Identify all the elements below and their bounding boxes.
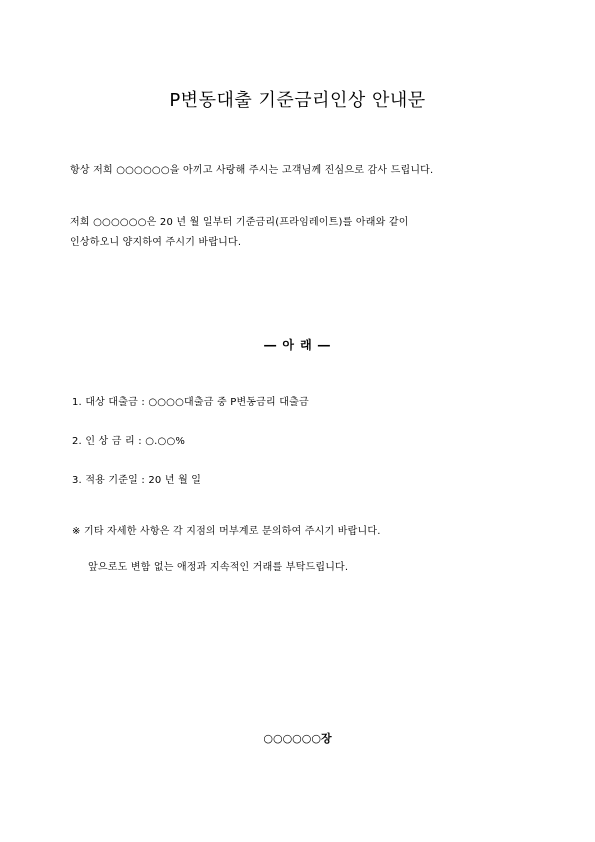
list-item-rate-increase: 2. 인 상 금 리 : ○.○○% bbox=[72, 436, 186, 447]
notice-paragraph-line-2: 인상하오니 양지하여 주시기 바랍니다. bbox=[70, 237, 242, 248]
signature: ○○○○○○장 bbox=[263, 732, 332, 745]
greeting-paragraph: 항상 저희 ○○○○○○을 아끼고 사랑해 주시는 고객님께 진심으로 감사 드립니다. bbox=[70, 165, 434, 176]
list-item-target-loan: 1. 대상 대출금 : ○○○○대출금 중 P변동금리 대출금 bbox=[72, 397, 309, 408]
document-title: P변동대출 기준금리인상 안내문 bbox=[169, 90, 426, 111]
closing-text: 앞으로도 변함 없는 애정과 지속적인 거래를 부탁드립니다. bbox=[88, 562, 349, 573]
list-item-effective-date: 3. 적용 기준일 : 20 년 월 일 bbox=[72, 475, 202, 486]
notice-paragraph-line-1: 저희 ○○○○○○은 20 년 월 일부터 기준금리(프라임레이트)를 아래와 같이 bbox=[70, 217, 409, 228]
section-heading: ― 아 래 ― bbox=[264, 338, 331, 352]
footnote-text: ※ 기타 자세한 사항은 각 지점의 머부계로 문의하여 주시기 바랍니다. bbox=[72, 526, 381, 537]
